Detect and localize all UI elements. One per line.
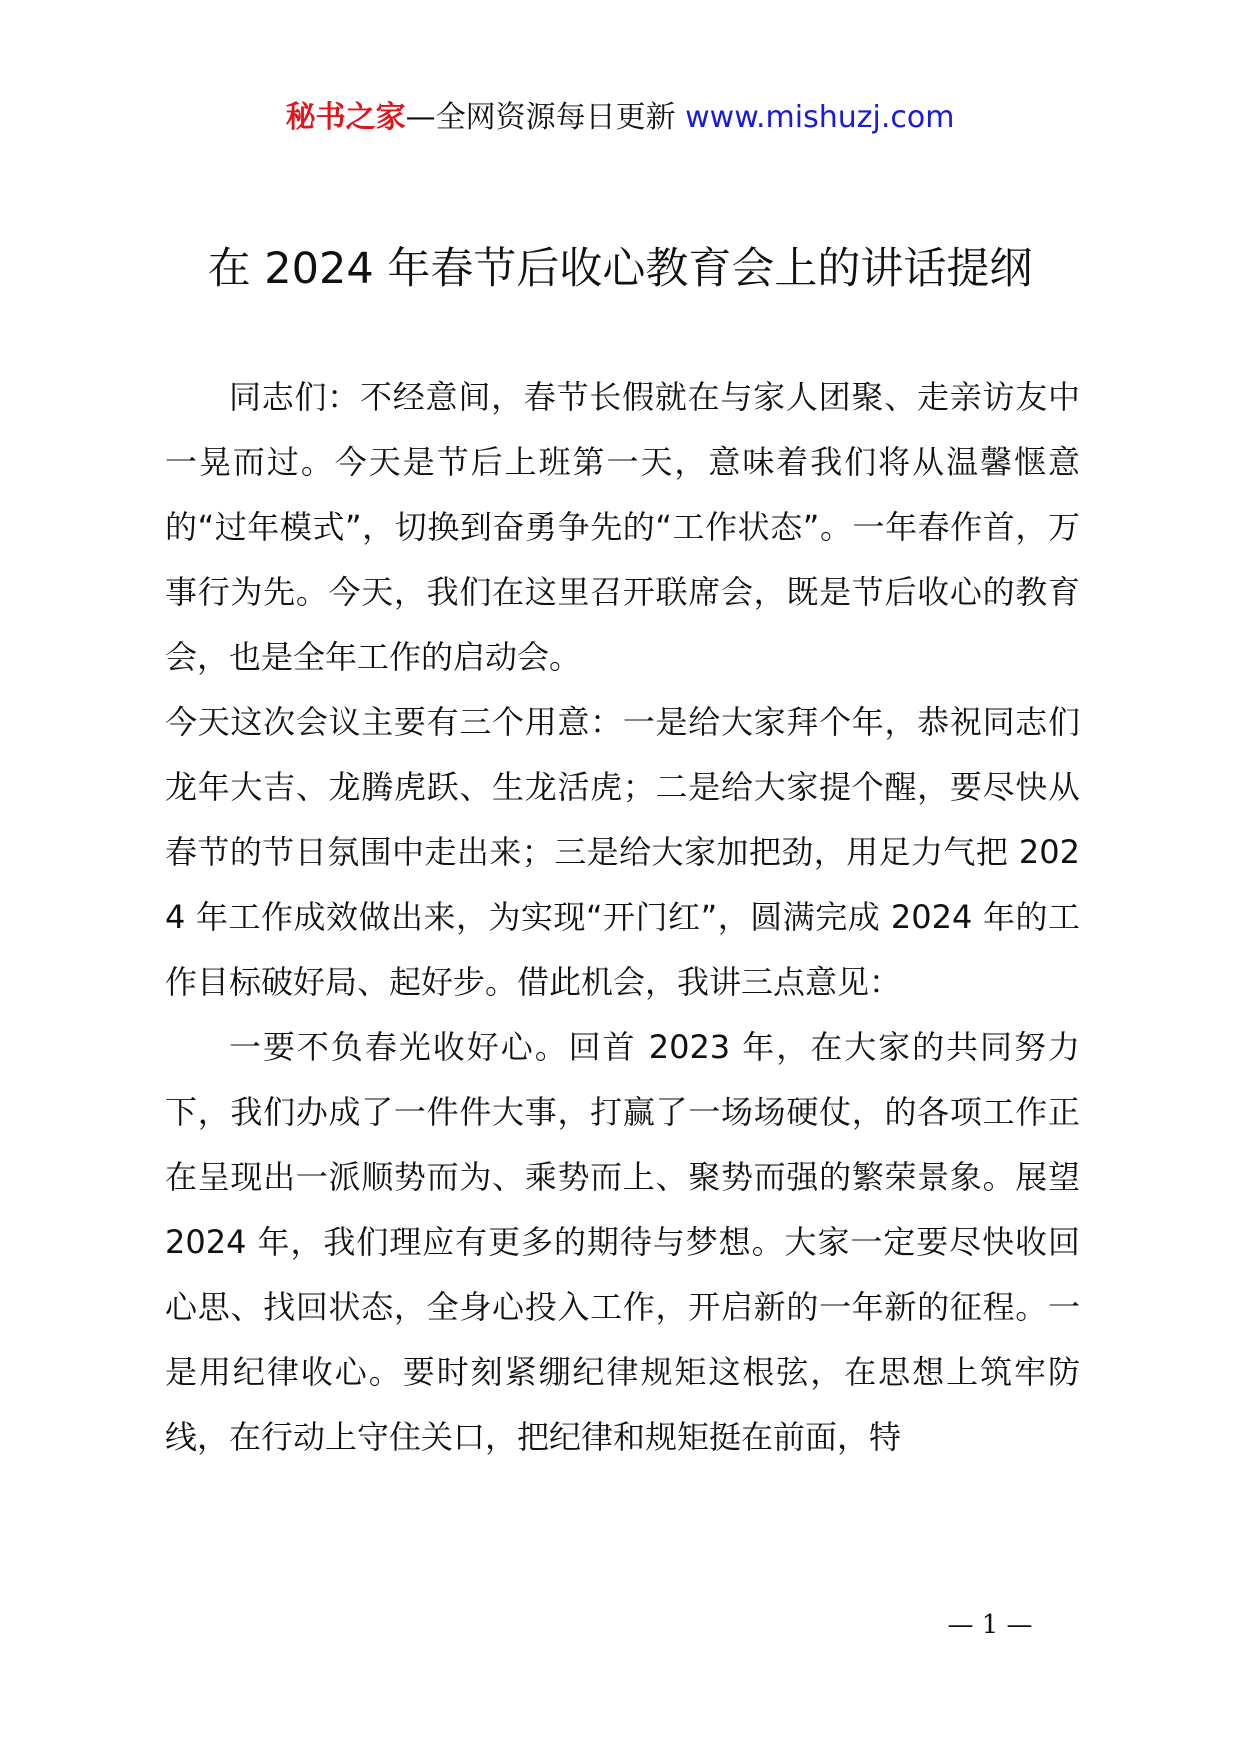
site-url-link[interactable]: www.mishuzj.com [685, 100, 955, 135]
site-brand: 秘书之家 [285, 100, 406, 135]
paragraph-opening: 同志们：不经意间，春节长假就在与家人团聚、走亲访友中一晃而过。今天是节后上班第一天，意味着我们将从温馨惬意的“过年模式”，切换到奋勇争先的“工作状态”。一年春作首，万事行为先。今天，我们在这里召开联席会，既是节后收心的教育会，也是全年工作的启动会。 [165, 378, 1080, 676]
site-tagline: —全网资源每日更新 [405, 100, 676, 135]
document-title: 在 2024 年春节后收心教育会上的讲话提纲 [207, 244, 1033, 294]
site-header [0, 98, 1240, 138]
paragraph-purposes: 今天这次会议主要有三个用意：一是给大家拜个年，恭祝同志们龙年大吉、龙腾虎跃、生龙活虎；二是给大家提个醒，要尽快从春节的节日氛围中走出来；三是给大家加把劲，用足力气把 2024 年工作成效做出来，为实现“开门红”，圆满完成 2024 年的工作目标破好局、起好步。借此机会，我讲三点意见： [165, 703, 1080, 1001]
document-body [165, 365, 1080, 1470]
page-number: — 1 — [947, 1610, 1033, 1640]
paragraph-point-one: 一要不负春光收好心。回首 2023 年，在大家的共同努力下，我们办成了一件件大事，打赢了一场场硬仗，的各项工作正在呈现出一派顺势而为、乘势而上、聚势而强的繁荣景象。展望 2024 年，我们理应有更多的期待与梦想。大家一定要尽快收回心思、找回状态，全身心投入工作，开启新的一年新的征程。一是用纪律收心。要时刻紧绷纪律规矩这根弦，在思想上筑牢防线，在行动上守住关口，把纪律和规矩挺在前面，特 [165, 1028, 1080, 1456]
